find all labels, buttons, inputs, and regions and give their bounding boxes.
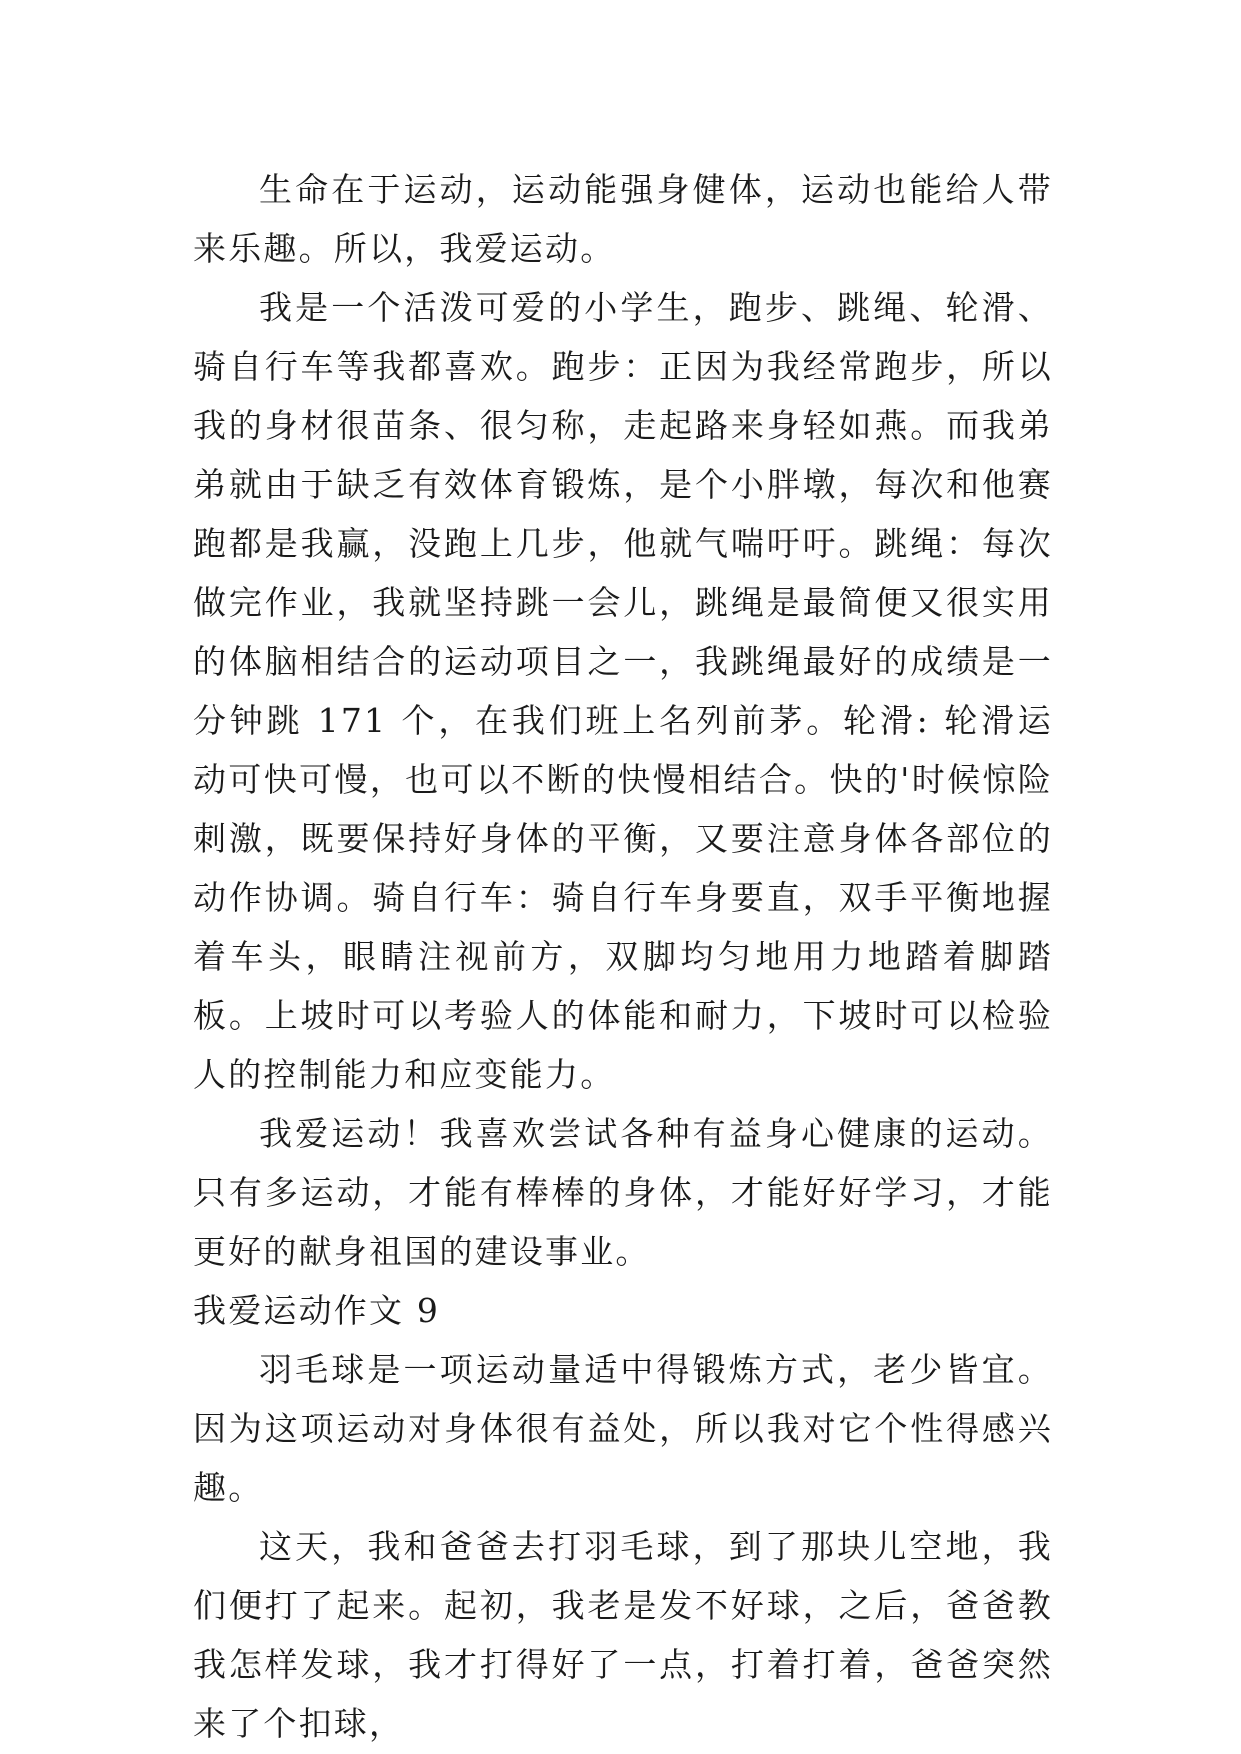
paragraph: 我爱运动！我喜欢尝试各种有益身心健康的运动。只有多运动，才能有棒棒的身体，才能好好学习，才能更好的献身祖国的建设事业。 bbox=[193, 1114, 1053, 1271]
paragraph: 羽毛球是一项运动量适中得锻炼方式，老少皆宜。因为这项运动对身体很有益处，所以我对它个性得感兴趣。 bbox=[193, 1350, 1053, 1507]
document-body bbox=[193, 160, 1053, 1753]
paragraph: 我是一个活泼可爱的小学生，跑步、跳绳、轮滑、骑自行车等我都喜欢。跑步：正因为我经常跑步，所以我的身材很苗条、很匀称，走起路来身轻如燕。而我弟弟就由于缺乏有效体育锻炼，是个小胖墩，每次和他赛跑都是我赢，没跑上几步，他就气喘吁吁。跳绳：每次做完作业，我就坚持跳一会儿，跳绳是最简便又很实用的体脑相结合的运动项目之一，我跳绳最好的成绩是一分钟跳 171 个，在我们班上名列前茅。轮滑: 轮滑运动可快可慢，也可以不断的快慢相结合。快的'时候惊险刺激，既要保持好身体的平衡，又要注意身体各部位的动作协调。骑自行车：骑自行车身要直，双手平衡地握着车头，眼睛注视前方，双脚均匀地用力地踏着脚踏板。上坡时可以考验人的体能和耐力，下坡时可以检验人的控制能力和应变能力。 bbox=[193, 288, 1053, 1094]
section-title: 我爱运动作文 9 bbox=[193, 1291, 441, 1330]
paragraph: 生命在于运动，运动能强身健体，运动也能给人带来乐趣。所以，我爱运动。 bbox=[193, 170, 1053, 268]
paragraph: 这天，我和爸爸去打羽毛球，到了那块儿空地，我们便打了起来。起初，我老是发不好球，之后，爸爸教我怎样发球，我才打得好了一点，打着打着，爸爸突然来了个扣球， bbox=[193, 1527, 1053, 1743]
